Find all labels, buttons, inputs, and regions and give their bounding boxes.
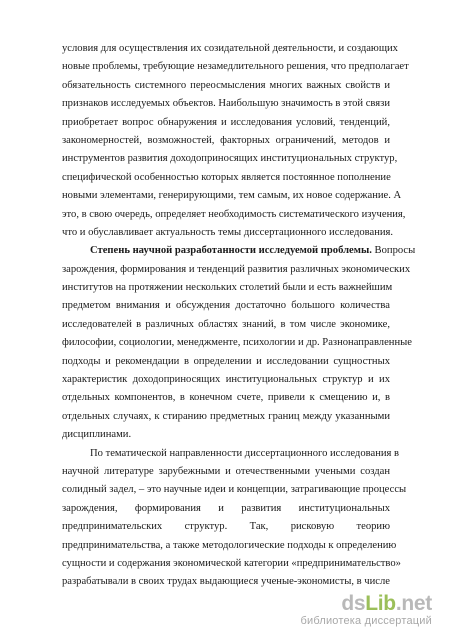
text-line: отдельных компонентов, в конечном счете, привели к смещению и, в	[62, 392, 390, 404]
text-line: подходы и рекомендации в определении и исследовании сущностных	[62, 355, 390, 367]
text-line: зарождения, формирования и тенденций развития различных экономических	[62, 263, 411, 275]
text-line: признаков исследуемых объектов. Наибольшую значимость в этой связи	[62, 98, 390, 110]
text-line: разрабатывали в своих трудах выдающиеся ученые-экономисты, в числе	[62, 576, 390, 588]
text-line: новые проблемы, требующие незамедлительного решения, что предполагает	[62, 61, 409, 73]
section-heading: Степень научной разработанности исследуемой проблемы.	[90, 245, 372, 257]
text-line: условия для осуществления их созидательной деятельности, и создающих	[62, 43, 398, 54]
document-page	[62, 40, 416, 592]
text-line: сущности и содержания экономической категории «предпринимательство»	[62, 557, 401, 569]
dslib-watermark[interactable]	[300, 593, 432, 627]
text-line: характеристик доходоприносящих институциональных структур и их	[62, 374, 390, 386]
paragraph-1	[62, 40, 409, 242]
watermark-subtitle: библиотека диссертаций	[300, 615, 432, 627]
text-run: Вопросы	[371, 245, 416, 257]
text-line: обязательность системного переосмысления многих важных свойств и	[62, 79, 390, 91]
text-line: предметом внимания и обсуждения достаточно большого количества	[62, 300, 390, 312]
paragraph-2	[62, 242, 416, 444]
text-line: философии, социологии, менеджменте, психологии и др. Разнонаправленные	[62, 337, 412, 349]
text-line: исследователей в различных областях знаний, в том числе экономике,	[62, 318, 390, 330]
text-line: приобретает вопрос обнаружения и исследования условий, тенденций,	[62, 116, 390, 128]
text-line: предпринимательства, а также методологические подходы к определению	[62, 539, 397, 551]
text-line: специфической особенностью которых является постоянное пополнение	[62, 171, 391, 183]
text-line: зарождения, формирования и развития институциональных	[62, 502, 390, 514]
dslib-logo: dsLib.net	[341, 592, 432, 615]
text-line: дисциплинами.	[62, 429, 132, 441]
text-line: новыми элементами, генерирующими, тем самым, их новое содержание. А	[62, 190, 402, 202]
text-line: По тематической направленности диссертационного исследования в	[90, 447, 400, 459]
paragraph-3	[62, 445, 407, 592]
text-line: инструментов развития доходоприносящих институциональных структур,	[62, 153, 398, 165]
text-line: солидный задел, – это научные идеи и концепции, затрагивающие процессы	[62, 484, 407, 496]
text-line: институтов на протяжении нескольких столетий были и есть важнейшим	[62, 282, 393, 294]
text-line: научной литературе зарубежными и отечественными учеными создан	[62, 465, 390, 477]
text-line: предпринимательских структур. Так, рисковую теорию	[62, 521, 390, 533]
text-line: закономерностей, возможностей, факторных ограничений, методов и	[62, 134, 390, 146]
text-line: отдельных случаях, к стиранию предметных границ между указанными	[62, 410, 390, 422]
text-line: что и обуславливает актуальность темы диссертационного исследования.	[62, 226, 394, 238]
text-line: это, в свою очередь, определяет необходимость систематического изучения,	[62, 208, 406, 220]
text-line	[62, 242, 416, 260]
